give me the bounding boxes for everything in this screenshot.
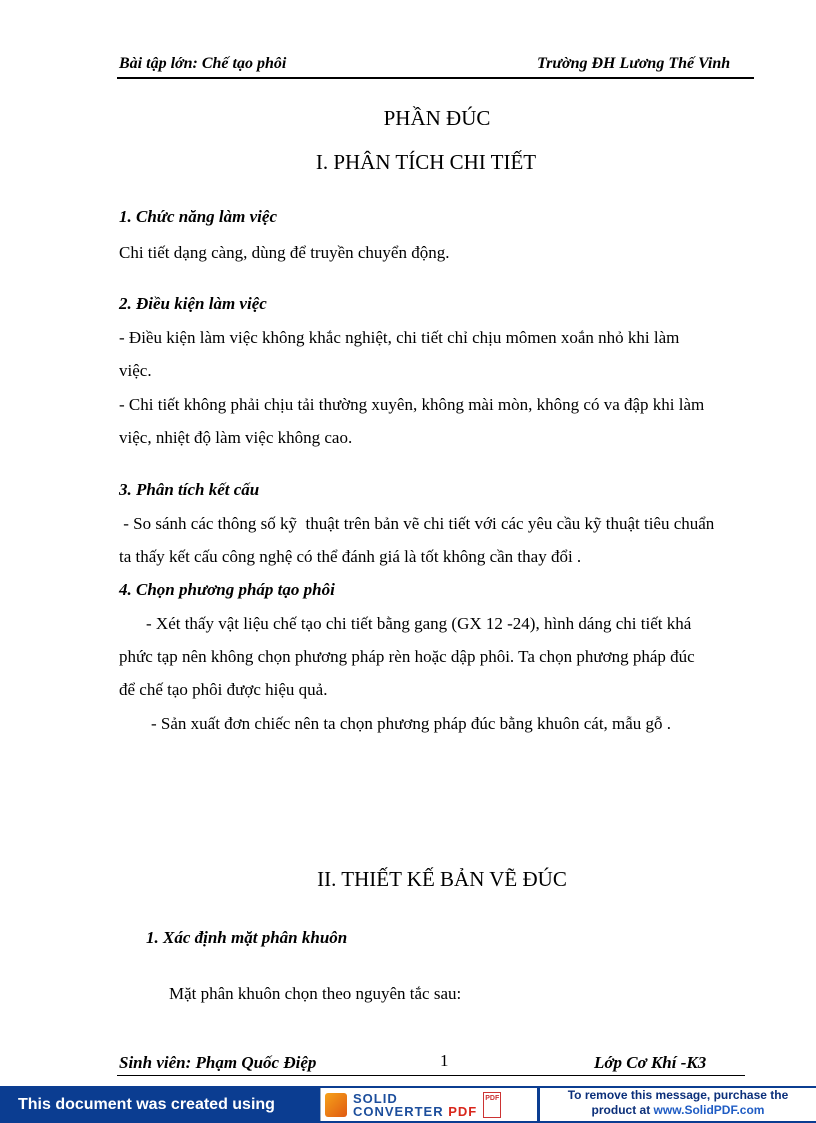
banner-purchase-prefix: product at <box>591 1103 654 1117</box>
logo-line-converter: CONVERTER <box>353 1103 444 1119</box>
banner-purchase-message <box>540 1088 816 1121</box>
logo-line-pdf: PDF <box>448 1103 478 1119</box>
heading-parting-plane: 1. Xác định mặt phân khuôn <box>146 928 348 947</box>
paragraph-structure-line: ta thấy kết cấu công nghệ có thể đánh giá là tốt không cần thay đổi . <box>119 547 582 566</box>
section-title-2: II. THIẾT KẾ BẢN VẼ ĐÚC <box>317 867 567 891</box>
paragraph-method-line: - Sản xuất đơn chiếc nên ta chọn phương pháp đúc bằng khuôn cát, mẫu gỗ . <box>151 714 672 733</box>
banner-url-link[interactable]: www.SolidPDF.com <box>653 1103 765 1117</box>
paragraph-conditions-line: việc, nhiệt độ làm việc không cao. <box>119 428 353 447</box>
footer-rule <box>117 1075 745 1076</box>
solid-converter-logo <box>320 1088 537 1121</box>
header-right: Trường ĐH Lương Thế Vinh <box>537 55 731 72</box>
footer-class: Lớp Cơ Khí -K3 <box>594 1053 707 1072</box>
part-title: PHẦN ĐÚC <box>383 106 491 130</box>
paragraph-method-line: để chế tạo phôi được hiệu quả. <box>119 680 328 699</box>
heading-conditions: 2. Điều kiện làm việc <box>119 294 267 313</box>
section-title-1: I. PHÂN TÍCH CHI TIẾT <box>315 150 537 174</box>
banner-created-text: This document was created using <box>18 1095 275 1113</box>
heading-structure: 3. Phân tích kết cấu <box>119 480 260 499</box>
paragraph-conditions-line: - Chi tiết không phải chịu tải thường xuyên, không mài mòn, không có va đập khi làm <box>119 395 705 414</box>
heading-function: 1. Chức năng làm việc <box>119 207 277 226</box>
paragraph-method-line: - Xét thấy vật liệu chế tạo chi tiết bằng gang (GX 12 -24), hình dáng chi tiết khá <box>146 614 692 633</box>
paragraph-function: Chi tiết dạng càng, dùng để truyền chuyển động. <box>119 243 450 262</box>
pdf-file-icon: PDF <box>483 1092 501 1118</box>
header-left: Bài tập lớn: Chế tạo phôi <box>119 55 287 72</box>
heading-method: 4. Chọn phương pháp tạo phôi <box>119 580 335 599</box>
paragraph-method-line: phức tạp nên không chọn phương pháp rèn hoặc dập phôi. Ta chọn phương pháp đúc <box>119 647 695 666</box>
logo-line-solid: SOLID <box>353 1090 398 1106</box>
paragraph-structure-line: - So sánh các thông số kỹ thuật trên bản vẽ chi tiết với các yêu cầu kỹ thuật tiêu chuẩn <box>119 514 715 533</box>
solid-logo-icon <box>325 1093 347 1117</box>
banner-purchase-line1: To remove this message, purchase the <box>567 1088 789 1102</box>
footer-student: Sinh viên: Phạm Quốc Điệp <box>119 1053 317 1072</box>
header-rule <box>117 77 754 79</box>
paragraph-conditions-line: việc. <box>119 361 152 380</box>
page-number: 1 <box>440 1051 449 1070</box>
paragraph-conditions-line: - Điều kiện làm việc không khắc nghiệt, chi tiết chỉ chịu mômen xoắn nhỏ khi làm <box>119 328 680 347</box>
paragraph-parting-plane: Mặt phân khuôn chọn theo nguyên tắc sau: <box>169 984 462 1003</box>
